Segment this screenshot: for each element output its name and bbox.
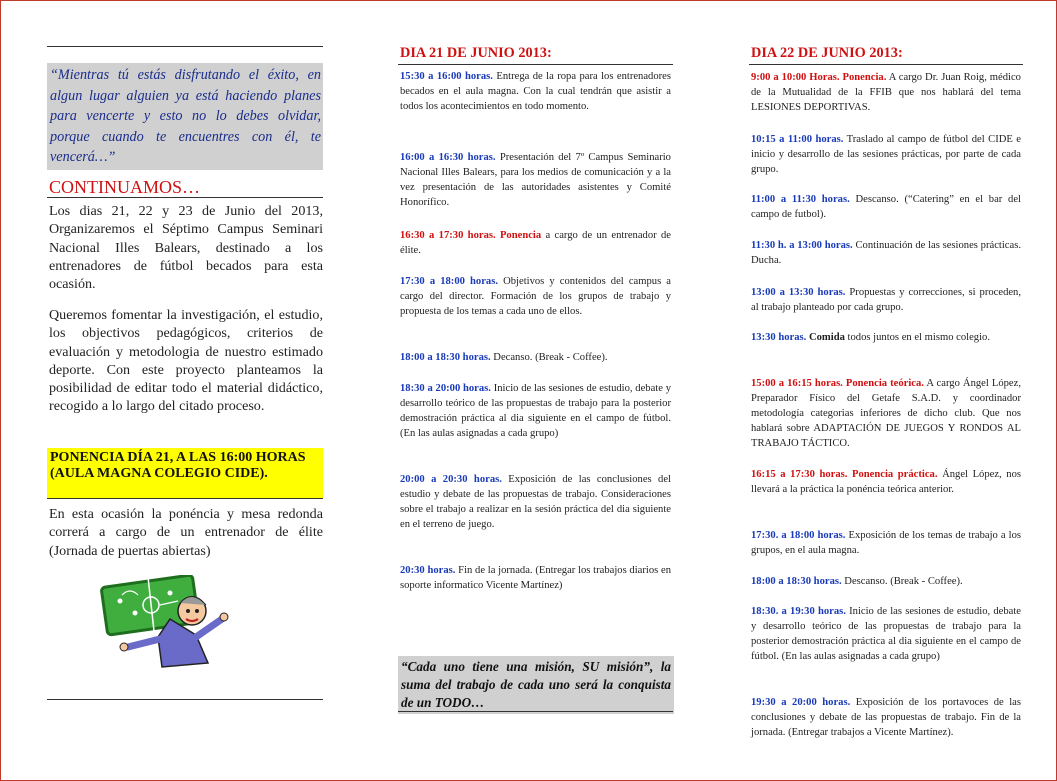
- day22-rule: [749, 64, 1023, 65]
- section-title: CONTINUAMOS…: [49, 177, 201, 197]
- day22-entry: 15:00 a 16:15 horas. Ponencia teórica. A cargo Ángel López, Preparador Físico del Getafe S.A.D. y coordinador metodología categorias inferiores de dicho club. Que nos hablará sobre ADAPTACIÓN DE JUEGOS Y RONDOS AL TRABAJO TÁCTICO.: [751, 378, 1021, 450]
- day22-entry: 11:00 a 11:30 horas. Descanso. (“Catering” en el bar del campo de futbol).: [751, 194, 1021, 221]
- day21-entry: 20:30 horas. Fin de la jornada. (Entregar los trabajos diarios en soporte informatico Vicente Martínez): [400, 565, 671, 592]
- ponencia-rule: [47, 498, 323, 499]
- day22-entry: 9:00 a 10:00 Horas. Ponencia. A cargo Dr. Juan Roig, médico de la Mutualidad de la FFIB que nos hablará del tema LESIONES DEPORTIVAS.: [751, 72, 1021, 114]
- day22-entry: 18:30. a 19:30 horas. Inicio de las sesiones de estudio, debate y desarrollo teórico de las propuestas de trabajo para la posterior demostración práctica al dia siguiente en el campo de fútbol. (En las aulas asignadas a cada grupo): [751, 606, 1022, 663]
- intro-paragraph: Los dias 21, 22 y 23 de Junio del 2013, Organizaremos el Séptimo Campus Seminari Nacional Illes Balears, destinado a los entrenadores de fútbol becados para esta ocasión.: [49, 203, 323, 293]
- day21-entry: 17:30 a 18:00 horas. Objetivos y contenidos del campus a cargo del director. Formación de los grupos de trabajo y propuesta de los temas a cada uno de ellos.: [400, 276, 672, 318]
- day22-entry: 19:30 a 20:00 horas. Exposición de los portavoces de las conclusiones y debate de las propuestas de trabajo. Fin de la jornada. (Entregar trabajos a Vicente Martínez).: [751, 697, 1021, 739]
- day21-entry: 20:00 a 20:30 horas. Exposición de las conclusiones del estudio y debate de las propuestas de trabajo. Consideraciones sobre el trabajo a realizar en la sesión práctica del dia siguiente en el terreno de juego.: [400, 474, 671, 531]
- ponencia-highlight: PONENCIA DÍA 21, A LAS 16:00 HORAS (AULA MAGNA COLEGIO CIDE).: [47, 448, 323, 498]
- day22-entry: 16:15 a 17:30 horas. Ponencia práctica. Ángel López, nos llevará a la práctica la ponéncia teórica anterior.: [751, 469, 1021, 496]
- day22-entry: 13:30 horas. Comida todos juntos en el mismo colegio.: [751, 332, 990, 343]
- soccer-coach-illustration: [100, 575, 230, 670]
- top-rule-left: [47, 46, 323, 47]
- day21-entry: 15:30 a 16:00 horas. Entrega de la ropa para los entrenadores becados en el aula magna. Con la cual tendrán que asistir a todos los acontecimientos en todo momento.: [400, 71, 671, 113]
- day22-entry: 10:15 a 11:00 horas. Traslado al campo de fútbol del CIDE e inicio y desarrollo de las sesiones prácticas, por parte de cada grupo.: [751, 134, 1021, 176]
- bottom-rule-left: [47, 699, 323, 700]
- day22-title: DIA 22 DE JUNIO 2013:: [751, 45, 903, 61]
- day21-entry: 16:00 a 16:30 horas. Presentación del 7º Campus Seminario Nacional Illes Balears, para los medios de comunicación y a la vez presentación de las autoridades asistentes y Comité Honorífico.: [400, 152, 671, 209]
- day21-title: DIA 21 DE JUNIO 2013:: [400, 45, 552, 61]
- goals-paragraph: Queremos fomentar la investigación, el estudio, los objectivos pedagógicos, criterios de evaluación y metodologia de nuestro estimado deporte. Con este proyecto planteamos la posibilidad de editar todo el material didáctico, recogido a lo largo del citado proceso.: [49, 307, 323, 415]
- day21-entry: 16:30 a 17:30 horas. Ponencia a cargo de un entrenador de élite.: [400, 230, 671, 257]
- ponencia-paragraph: En esta ocasión la ponéncia y mesa redonda correrá a cargo de un entrenador de élite (Jornada de puertas abiertas): [49, 506, 323, 559]
- section-rule: [47, 197, 323, 198]
- day22-entry: 11:30 h. a 13:00 horas. Continuación de las sesiones prácticas. Ducha.: [751, 240, 1021, 267]
- motivational-quote: “Mientras tú estás disfrutando el éxito, en algun lugar alguien ya está haciendo planes para vencerte y esto no lo debes olvidar, porque cuando te encuentres con él, te vencerá…”: [47, 63, 323, 170]
- team-quote: “Cada uno tiene una misión, SU misión”, la suma del trabajo de cada uno será la conquista de un TODO…: [398, 656, 674, 714]
- day22-entry: 13:00 a 13:30 horas. Propuestas y correcciones, si proceden, al trabajo planteado por cada grupo.: [751, 287, 1022, 314]
- bottom-rule-middle: [398, 711, 673, 712]
- day21-rule: [398, 64, 673, 65]
- day21-entry: 18:30 a 20:00 horas. Inicio de las sesiones de estudio, debate y desarrollo teórico de las propuestas de trabajo para la posterior demostración práctica al dia siguiente en el campo de fútbol. (En las aulas asignadas a cada grupo): [400, 383, 672, 440]
- day21-entry: 18:00 a 18:30 horas. Decanso. (Break - Coffee).: [400, 352, 608, 363]
- day22-entry: 17:30. a 18:00 horas. Exposición de los temas de trabajo a los grupos, en el aula magna.: [751, 530, 1021, 557]
- day22-entry: 18:00 a 18:30 horas. Descanso. (Break - Coffee).: [751, 576, 963, 587]
